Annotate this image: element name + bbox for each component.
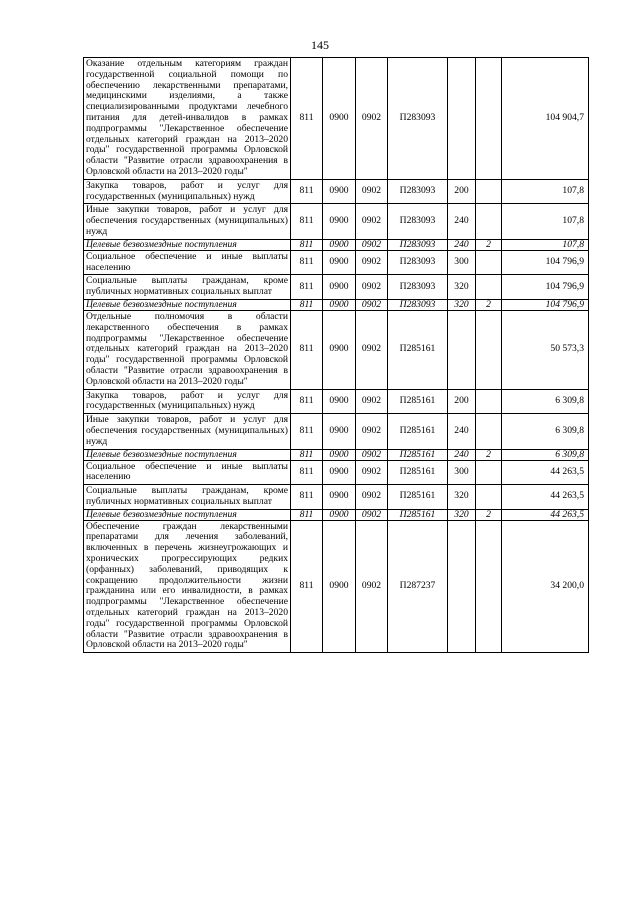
- row-description: Целевые безвозмездные поступления: [84, 509, 291, 520]
- row-source-code: [476, 389, 502, 414]
- row-grbs-code: 811: [291, 58, 323, 180]
- row-section-code: 0900: [323, 485, 356, 510]
- row-description: Целевые безвозмездные поступления: [84, 239, 291, 250]
- row-target-article-code: П283093: [388, 58, 448, 180]
- row-amount: 6 309,8: [502, 414, 589, 449]
- row-grbs-code: 811: [291, 299, 323, 310]
- row-amount: 104 796,9: [502, 250, 589, 275]
- row-expense-type-code: 240: [448, 204, 476, 239]
- row-amount: 6 309,8: [502, 449, 589, 460]
- row-expense-type-code: 240: [448, 449, 476, 460]
- row-source-code: [476, 414, 502, 449]
- row-grbs-code: 811: [291, 485, 323, 510]
- row-grbs-code: 811: [291, 239, 323, 250]
- row-subsection-code: 0902: [356, 299, 388, 310]
- row-subsection-code: 0902: [356, 250, 388, 275]
- row-grbs-code: 811: [291, 509, 323, 520]
- row-subsection-code: 0902: [356, 275, 388, 300]
- row-section-code: 0900: [323, 179, 356, 204]
- row-target-article-code: П283093: [388, 275, 448, 300]
- row-subsection-code: 0902: [356, 520, 388, 653]
- row-source-code: [476, 485, 502, 510]
- row-section-code: 0900: [323, 239, 356, 250]
- row-section-code: 0900: [323, 414, 356, 449]
- row-description: Закупка товаров, работ и услуг для государственных (муниципальных) нужд: [84, 389, 291, 414]
- row-description: Иные закупки товаров, работ и услуг для обеспечения государственных (муниципальных) нужд: [84, 414, 291, 449]
- row-section-code: 0900: [323, 250, 356, 275]
- table-row: [84, 460, 589, 485]
- row-grbs-code: 811: [291, 414, 323, 449]
- row-description: Иные закупки товаров, работ и услуг для обеспечения государственных (муниципальных) нужд: [84, 204, 291, 239]
- row-grbs-code: 811: [291, 250, 323, 275]
- row-subsection-code: 0902: [356, 509, 388, 520]
- row-amount: 44 263,5: [502, 509, 589, 520]
- row-amount: 107,8: [502, 179, 589, 204]
- row-subsection-code: 0902: [356, 414, 388, 449]
- row-target-article-code: П285161: [388, 485, 448, 510]
- table-row-grant-receipts: [84, 509, 589, 520]
- row-section-code: 0900: [323, 509, 356, 520]
- row-section-code: 0900: [323, 299, 356, 310]
- row-subsection-code: 0902: [356, 389, 388, 414]
- row-subsection-code: 0902: [356, 204, 388, 239]
- row-target-article-code: П285161: [388, 414, 448, 449]
- row-subsection-code: 0902: [356, 485, 388, 510]
- row-description: Социальные выплаты гражданам, кроме публичных нормативных социальных выплат: [84, 485, 291, 510]
- row-amount: 104 796,9: [502, 275, 589, 300]
- row-grbs-code: 811: [291, 204, 323, 239]
- row-expense-type-code: 320: [448, 275, 476, 300]
- row-grbs-code: 811: [291, 179, 323, 204]
- table-row-grant-receipts: [84, 239, 589, 250]
- row-target-article-code: П287237: [388, 520, 448, 653]
- row-description: Отдельные полномочия в области лекарственного обеспечения в рамках подпрограммы "Лекарственное обеспечение отдельных категорий граждан на 2013–2020 годы" государственной программы Орловской области "Развитие отрасли здравоохранения в Орловской области на 2013–2020 годы": [84, 310, 291, 389]
- row-expense-type-code: 320: [448, 485, 476, 510]
- row-expense-type-code: 200: [448, 179, 476, 204]
- row-expense-type-code: 240: [448, 239, 476, 250]
- row-expense-type-code: 300: [448, 460, 476, 485]
- row-section-code: 0900: [323, 58, 356, 180]
- row-source-code: [476, 250, 502, 275]
- row-description: Целевые безвозмездные поступления: [84, 449, 291, 460]
- row-source-code: 2: [476, 239, 502, 250]
- row-amount: 34 200,0: [502, 520, 589, 653]
- table-row: [84, 179, 589, 204]
- row-grbs-code: 811: [291, 389, 323, 414]
- row-section-code: 0900: [323, 520, 356, 653]
- row-expense-type-code: 320: [448, 299, 476, 310]
- row-grbs-code: 811: [291, 460, 323, 485]
- row-amount: 50 573,3: [502, 310, 589, 389]
- row-section-code: 0900: [323, 204, 356, 239]
- row-expense-type-code: 200: [448, 389, 476, 414]
- table-row: [84, 520, 589, 653]
- table-row: [84, 485, 589, 510]
- row-target-article-code: П283093: [388, 239, 448, 250]
- row-subsection-code: 0902: [356, 460, 388, 485]
- row-description: Социальное обеспечение и иные выплаты населению: [84, 460, 291, 485]
- row-grbs-code: 811: [291, 520, 323, 653]
- row-description: Социальное обеспечение и иные выплаты населению: [84, 250, 291, 275]
- row-expense-type-code: [448, 310, 476, 389]
- row-section-code: 0900: [323, 460, 356, 485]
- row-source-code: 2: [476, 449, 502, 460]
- page-number: 145: [311, 38, 329, 52]
- row-amount: 104 796,9: [502, 299, 589, 310]
- row-target-article-code: П285161: [388, 389, 448, 414]
- row-subsection-code: 0902: [356, 239, 388, 250]
- row-target-article-code: П285161: [388, 460, 448, 485]
- row-amount: 107,8: [502, 204, 589, 239]
- row-description: Обеспечение граждан лекарственными препаратами для лечения заболеваний, включенных в перечень жизнеугрожающих и хронических прогрессирующих редких (орфанных) заболеваний, приводящих к сокращению продолжительности жизни гражданина или его инвалидности, в рамках подпрограммы "Лекарственное обеспечение отдельных категорий граждан на 2013–2020 годы" государственной программы Орловской области "Развитие отрасли здравоохранения в Орловской области на 2013–2020 годы": [84, 520, 291, 653]
- row-source-code: [476, 204, 502, 239]
- row-source-code: 2: [476, 509, 502, 520]
- row-subsection-code: 0902: [356, 58, 388, 180]
- row-section-code: 0900: [323, 275, 356, 300]
- row-source-code: 2: [476, 299, 502, 310]
- row-source-code: [476, 179, 502, 204]
- row-subsection-code: 0902: [356, 449, 388, 460]
- row-target-article-code: П283093: [388, 299, 448, 310]
- row-expense-type-code: [448, 58, 476, 180]
- row-expense-type-code: 240: [448, 414, 476, 449]
- row-amount: 104 904,7: [502, 58, 589, 180]
- row-section-code: 0900: [323, 310, 356, 389]
- row-description: Социальные выплаты гражданам, кроме публичных нормативных социальных выплат: [84, 275, 291, 300]
- row-section-code: 0900: [323, 449, 356, 460]
- row-grbs-code: 811: [291, 310, 323, 389]
- table-row: [84, 204, 589, 239]
- table-row-grant-receipts: [84, 299, 589, 310]
- row-target-article-code: П285161: [388, 509, 448, 520]
- row-target-article-code: П283093: [388, 250, 448, 275]
- row-amount: 107,8: [502, 239, 589, 250]
- table-row: [84, 275, 589, 300]
- row-description: Оказание отдельным категориям граждан государственной социальной помощи по обеспечению лекарственными препаратами, медицинскими изделиями, а также специализированными продуктами лечебного питания для детей-инвалидов в рамках подпрограммы "Лекарственное обеспечение отдельных категорий граждан на 2013–2020 годы" государственной программы Орловской области "Развитие отрасли здравоохранения в Орловской области на 2013–2020 годы": [84, 58, 291, 180]
- table-row: [84, 58, 589, 180]
- row-amount: 44 263,5: [502, 485, 589, 510]
- budget-table: [83, 57, 589, 653]
- row-description: Закупка товаров, работ и услуг для государственных (муниципальных) нужд: [84, 179, 291, 204]
- table-row: [84, 414, 589, 449]
- row-expense-type-code: 320: [448, 509, 476, 520]
- row-source-code: [476, 310, 502, 389]
- row-source-code: [476, 460, 502, 485]
- row-description: Целевые безвозмездные поступления: [84, 299, 291, 310]
- row-source-code: [476, 520, 502, 653]
- row-source-code: [476, 58, 502, 180]
- row-section-code: 0900: [323, 389, 356, 414]
- table-row-grant-receipts: [84, 449, 589, 460]
- row-source-code: [476, 275, 502, 300]
- row-target-article-code: П285161: [388, 449, 448, 460]
- row-target-article-code: П285161: [388, 310, 448, 389]
- row-amount: 44 263,5: [502, 460, 589, 485]
- row-subsection-code: 0902: [356, 310, 388, 389]
- row-target-article-code: П283093: [388, 204, 448, 239]
- row-subsection-code: 0902: [356, 179, 388, 204]
- row-grbs-code: 811: [291, 449, 323, 460]
- table-row: [84, 310, 589, 389]
- row-grbs-code: 811: [291, 275, 323, 300]
- row-target-article-code: П283093: [388, 179, 448, 204]
- row-expense-type-code: [448, 520, 476, 653]
- row-amount: 6 309,8: [502, 389, 589, 414]
- row-expense-type-code: 300: [448, 250, 476, 275]
- table-row: [84, 250, 589, 275]
- table-row: [84, 389, 589, 414]
